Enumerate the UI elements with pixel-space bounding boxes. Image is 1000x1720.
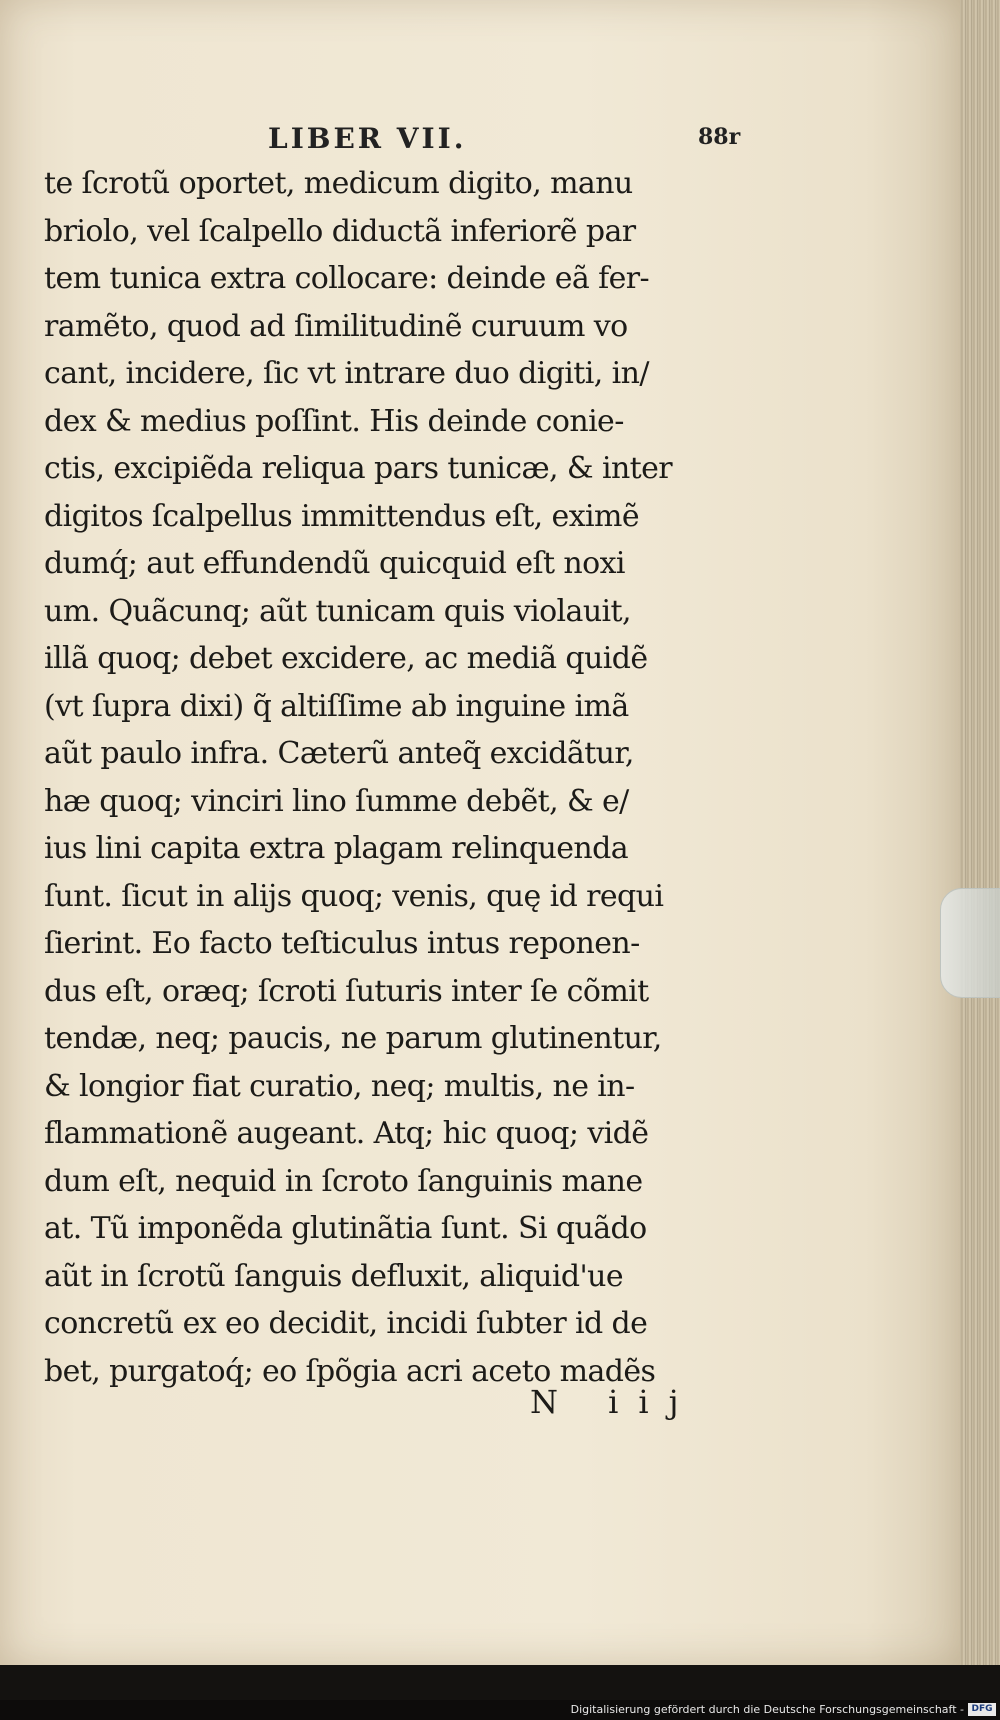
text-line: dumq́; aut effundendũ quicquid eſt noxi xyxy=(44,546,625,581)
text-line: ctis, excipiẽda reliqua pars tunicæ, & inter xyxy=(44,451,673,486)
text-line: ramẽto, quod ad ſimilitudinẽ curuum vo xyxy=(44,308,628,344)
text-line: dum eſt, nequid in ſcroto ſanguinis mane xyxy=(44,1163,643,1199)
signature-mark: N iij xyxy=(530,1383,699,1421)
text-line: te ſcrotũ oportet, medicum digito, manu xyxy=(44,166,633,201)
text-line: flammationẽ augeant. Atq; hic quoq; vidẽ xyxy=(44,1116,649,1151)
digitization-footer xyxy=(0,1700,1000,1720)
page-edges xyxy=(960,0,1000,1665)
page-clip xyxy=(940,888,1000,998)
text-line: tendæ, neq; paucis, ne parum glutinentur, xyxy=(44,1021,662,1056)
text-line: illã quoq; debet excidere, ac mediã quidẽ xyxy=(44,641,648,676)
text-line: at. Tũ imponẽda glutinãtia ſunt. Si quãdo xyxy=(44,1211,647,1246)
text-line: briolo, vel ſcalpello diductã inferiorẽ par xyxy=(44,213,636,249)
text-line: & longior fiat curatio, neq; multis, ne in- xyxy=(44,1068,635,1104)
text-line: ſunt. ſicut in alijs quoq; venis, quę id requi xyxy=(44,878,664,914)
text-line: ſierint. Eo facto teſticulus intus reponen- xyxy=(44,926,640,961)
text-line: bet, purgatoq́; eo ſpõgia acri aceto madẽs xyxy=(44,1353,656,1389)
text-line: tem tunica extra collocare: deinde eã fer- xyxy=(44,261,650,296)
text-line: concretũ ex eo decidit, incidi ſubter id de xyxy=(44,1306,648,1341)
text-line: aũt in ſcrotũ ſanguis defluxit, aliquid'ue xyxy=(44,1258,623,1294)
text-line: hæ quoq; vinciri lino ſumme debẽt, & e/ xyxy=(44,783,629,819)
text-line: um. Quãcunq; aũt tunicam quis violauit, xyxy=(44,593,631,629)
text-line: (vt ſupra dixi) q̃ altiſſime ab inguine imã xyxy=(44,688,629,724)
text-line: digitos ſcalpellus immittendus eſt, eximẽ xyxy=(44,498,640,534)
footer-credit: Digitalisierung gefördert durch die Deutsche Forschungsgemeinschaft - xyxy=(570,1703,964,1716)
page-header xyxy=(0,122,962,162)
text-line: cant, incidere, ſic vt intrare duo digiti, in/ xyxy=(44,356,649,391)
text-line: ius lini capita extra plagam relinquenda xyxy=(44,831,628,866)
dfg-logo: DFG xyxy=(968,1703,996,1716)
text-line: aũt paulo infra. Cæterũ anteq̃ excidãtur, xyxy=(44,736,634,771)
running-head: LIBER VII. xyxy=(268,122,467,155)
text-line: dex & medius poſſint. His deinde conie- xyxy=(44,403,624,439)
folio-number: 88r xyxy=(698,124,741,150)
body-text xyxy=(44,160,764,1395)
text-line: dus eſt, oræq; ſcroti ſuturis inter ſe cõmit xyxy=(44,973,649,1009)
